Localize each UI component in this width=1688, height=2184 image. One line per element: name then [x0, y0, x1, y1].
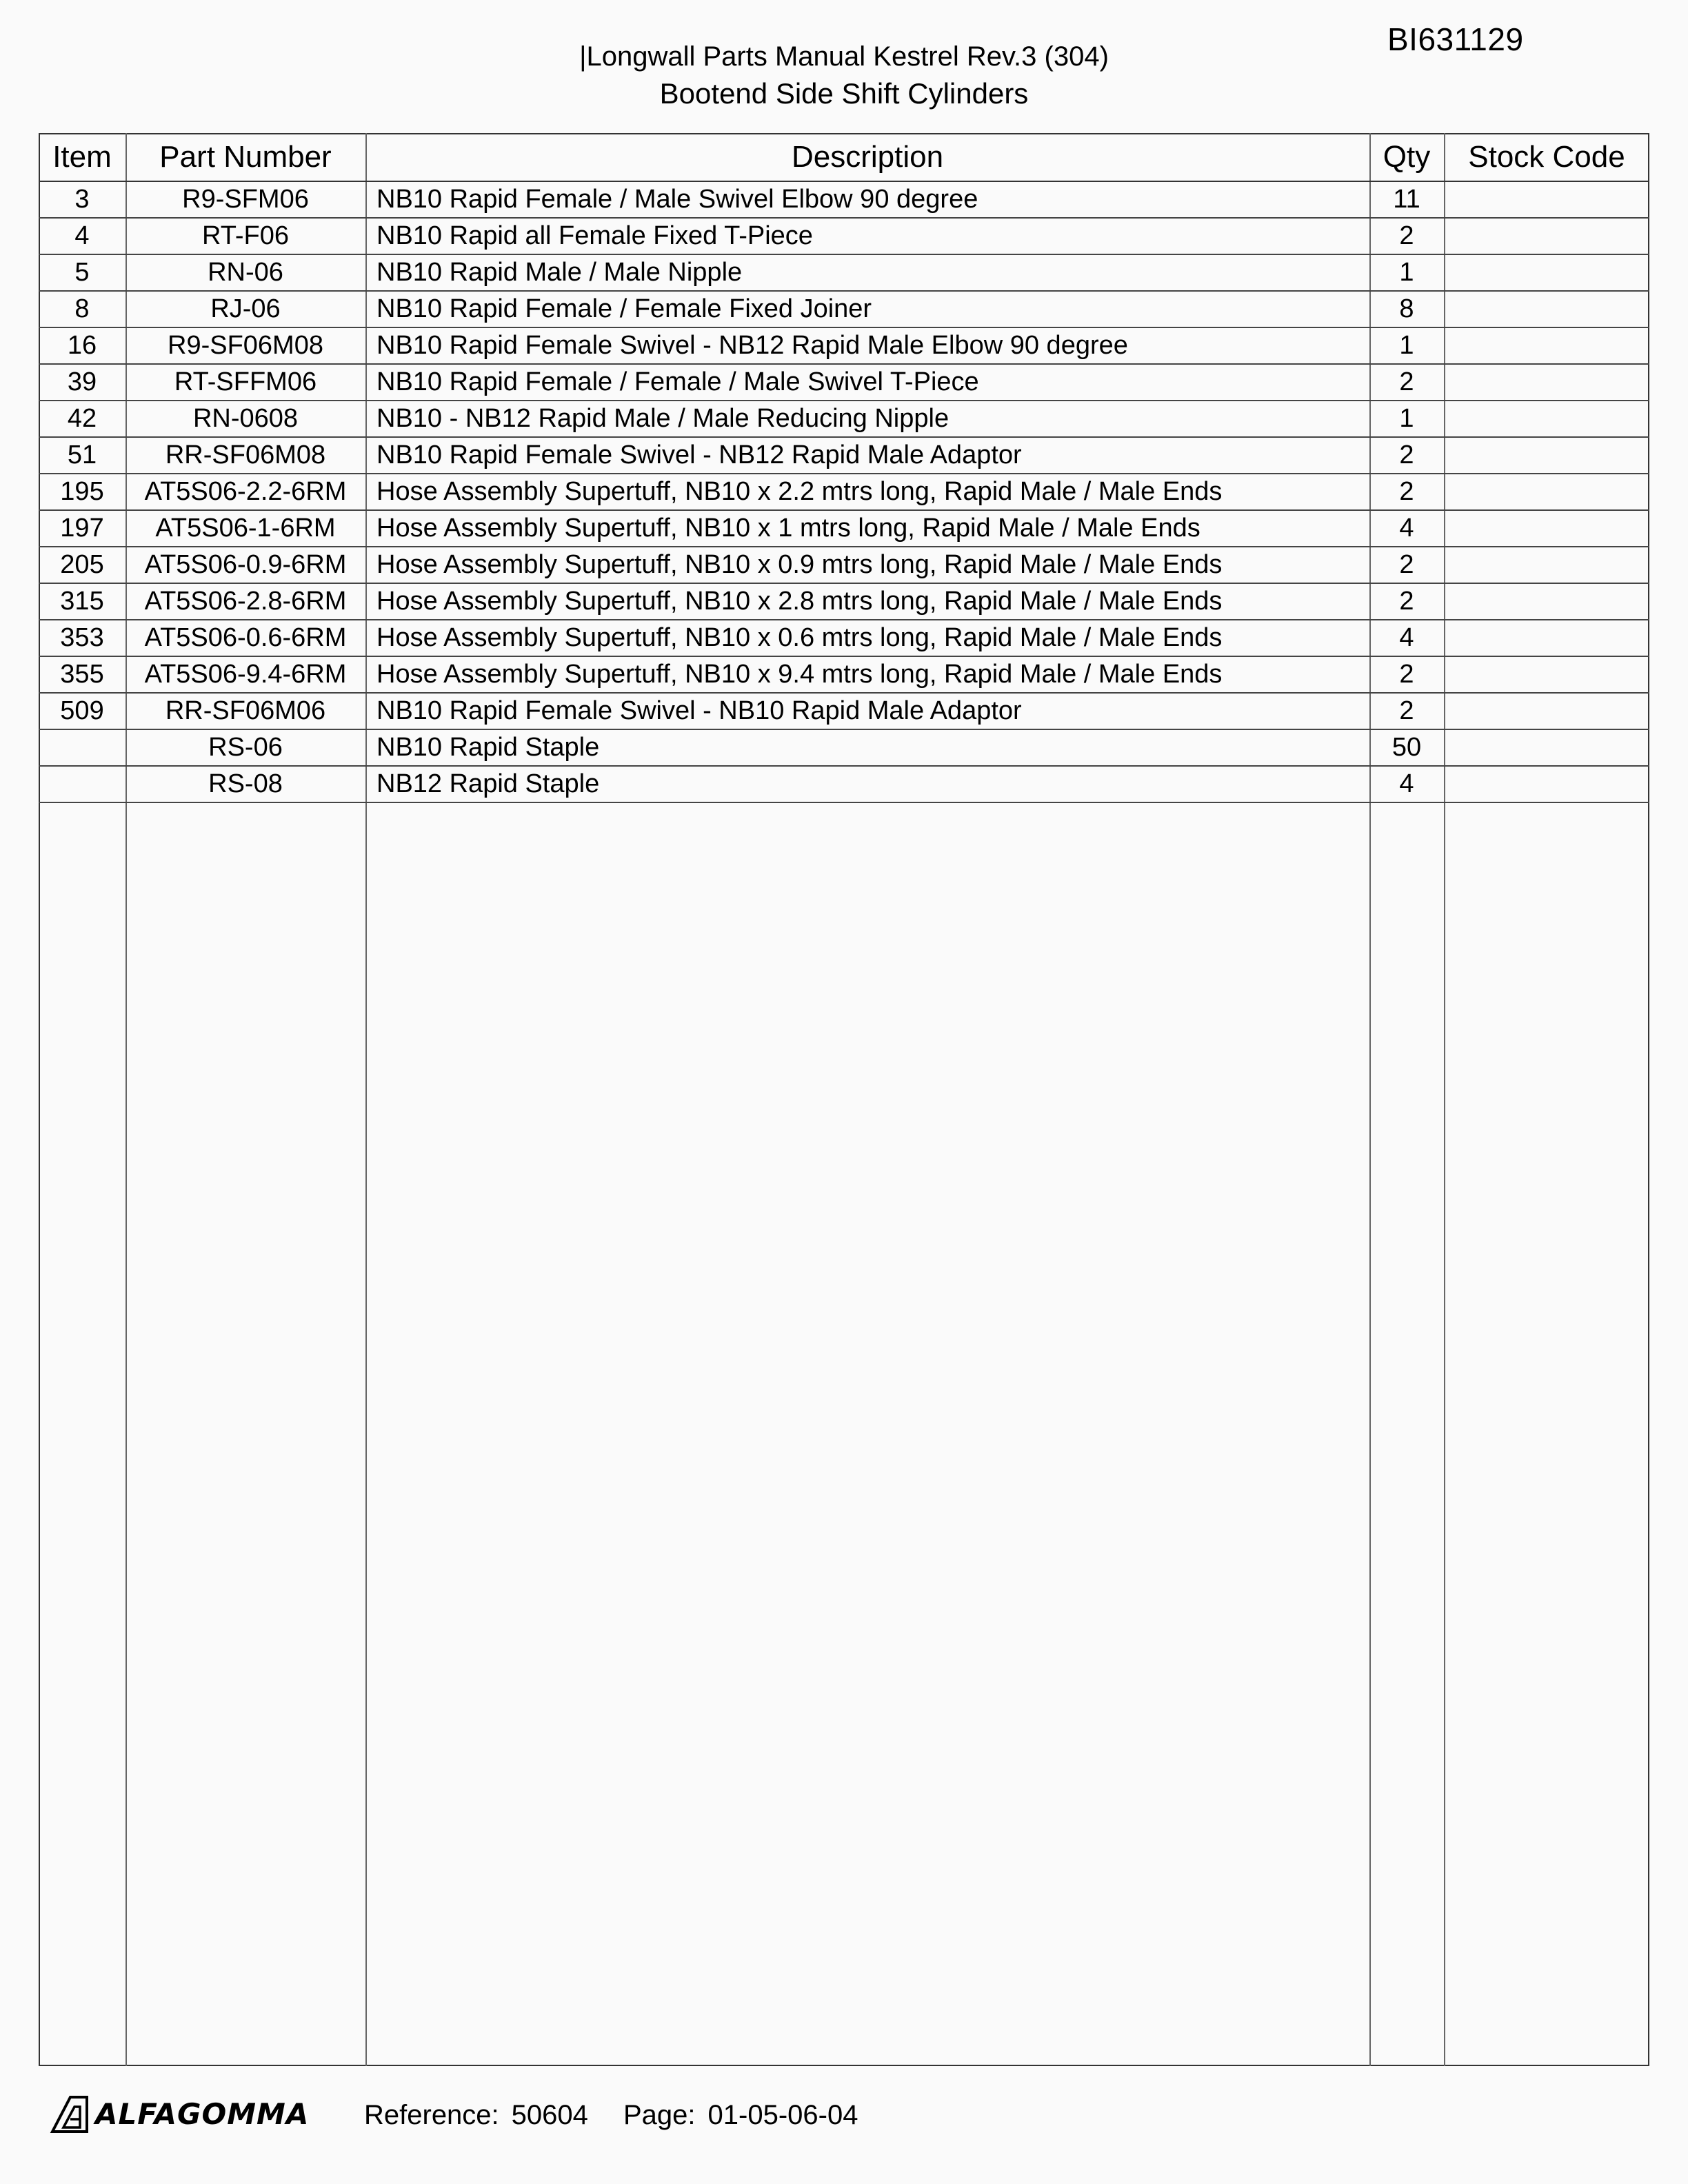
- alfagomma-logo: [50, 2093, 309, 2134]
- cell-qty: 1: [1369, 327, 1444, 364]
- cell-qty: 11: [1369, 181, 1444, 218]
- cell-item: 5: [39, 254, 125, 291]
- column-header-item: Item: [39, 133, 125, 181]
- cell-part-number: RR-SF06M06: [125, 693, 365, 729]
- page-value: 01-05-06-04: [707, 2100, 858, 2130]
- cell-item: 16: [39, 327, 125, 364]
- cell-qty: 2: [1369, 364, 1444, 401]
- cell-part-number: RT-F06: [125, 218, 365, 254]
- table-row: [39, 620, 1649, 656]
- cell-stock-code: [1444, 181, 1649, 218]
- cell-item: 3: [39, 181, 125, 218]
- cell-stock-code: [1444, 656, 1649, 693]
- cell-item: 42: [39, 401, 125, 437]
- cell-item: [39, 766, 125, 802]
- cell-stock-code: [1444, 510, 1649, 547]
- cell-qty: 2: [1369, 656, 1444, 693]
- page-number: [623, 2100, 858, 2131]
- cell-qty: 2: [1369, 437, 1444, 474]
- cell-part-number: AT5S06-2.2-6RM: [125, 474, 365, 510]
- cell-stock-code: [1444, 401, 1649, 437]
- cell-part-number: AT5S06-0.6-6RM: [125, 620, 365, 656]
- cell-description: NB10 Rapid Female / Female / Male Swivel T-Piece: [365, 364, 1369, 401]
- cell-item: 197: [39, 510, 125, 547]
- table-row: [39, 729, 1649, 766]
- cell-description: NB10 - NB12 Rapid Male / Male Reducing Nipple: [365, 401, 1369, 437]
- cell-part-number: RR-SF06M08: [125, 437, 365, 474]
- cell-description: NB10 Rapid Female Swivel - NB12 Rapid Male Elbow 90 degree: [365, 327, 1369, 364]
- cell-item: 195: [39, 474, 125, 510]
- cell-description: NB10 Rapid Female / Male Swivel Elbow 90 degree: [365, 181, 1369, 218]
- cell-part-number: AT5S06-2.8-6RM: [125, 583, 365, 620]
- cell-item: 315: [39, 583, 125, 620]
- cell-stock-code: [1444, 693, 1649, 729]
- cell-item: 355: [39, 656, 125, 693]
- cell-stock-code: [1444, 364, 1649, 401]
- cell-stock-code: [1444, 620, 1649, 656]
- cell-qty: 8: [1369, 291, 1444, 327]
- cell-item: 4: [39, 218, 125, 254]
- table-row: [39, 364, 1649, 401]
- cell-qty: 50: [1369, 729, 1444, 766]
- table-row: [39, 766, 1649, 802]
- cell-qty: 2: [1369, 218, 1444, 254]
- cell-item: 205: [39, 547, 125, 583]
- document-id: BI631129: [1387, 21, 1524, 57]
- cell-description: Hose Assembly Supertuff, NB10 x 9.4 mtrs long, Rapid Male / Male Ends: [365, 656, 1369, 693]
- cell-qty: 2: [1369, 474, 1444, 510]
- cell-part-number: AT5S06-0.9-6RM: [125, 547, 365, 583]
- cell-item: 39: [39, 364, 125, 401]
- cell-stock-code: [1444, 766, 1649, 802]
- table-row: [39, 656, 1649, 693]
- cell-stock-code: [1444, 729, 1649, 766]
- column-header-stock-code: Stock Code: [1444, 133, 1649, 181]
- cell-description: NB10 Rapid all Female Fixed T-Piece: [365, 218, 1369, 254]
- table-row: [39, 510, 1649, 547]
- table-row: [39, 218, 1649, 254]
- cell-part-number: RJ-06: [125, 291, 365, 327]
- cell-qty: 4: [1369, 766, 1444, 802]
- cell-description: Hose Assembly Supertuff, NB10 x 2.2 mtrs long, Rapid Male / Male Ends: [365, 474, 1369, 510]
- manual-title: |Longwall Parts Manual Kestrel Rev.3 (304): [579, 41, 1109, 72]
- brand-name: ALFAGOMMA: [95, 2096, 310, 2131]
- page-label: Page:: [623, 2100, 696, 2130]
- table-row: [39, 437, 1649, 474]
- table-row: [39, 547, 1649, 583]
- table-row: [39, 401, 1649, 437]
- cell-qty: 2: [1369, 547, 1444, 583]
- cell-part-number: RS-08: [125, 766, 365, 802]
- cell-qty: 2: [1369, 583, 1444, 620]
- cell-qty: 1: [1369, 254, 1444, 291]
- cell-part-number: RS-06: [125, 729, 365, 766]
- cell-part-number: R9-SFM06: [125, 181, 365, 218]
- parts-table: [39, 133, 1649, 803]
- cell-description: Hose Assembly Supertuff, NB10 x 1 mtrs long, Rapid Male / Male Ends: [365, 510, 1369, 547]
- cell-qty: 1: [1369, 401, 1444, 437]
- cell-stock-code: [1444, 583, 1649, 620]
- table-row: [39, 291, 1649, 327]
- cell-item: 8: [39, 291, 125, 327]
- cell-item: 509: [39, 693, 125, 729]
- table-row: [39, 474, 1649, 510]
- alfagomma-logo-icon: [50, 2093, 90, 2134]
- cell-part-number: RN-06: [125, 254, 365, 291]
- reference: [364, 2100, 588, 2131]
- cell-description: Hose Assembly Supertuff, NB10 x 2.8 mtrs long, Rapid Male / Male Ends: [365, 583, 1369, 620]
- cell-description: Hose Assembly Supertuff, NB10 x 0.9 mtrs long, Rapid Male / Male Ends: [365, 547, 1369, 583]
- section-title: Bootend Side Shift Cylinders: [659, 77, 1029, 110]
- cell-stock-code: [1444, 218, 1649, 254]
- cell-description: NB10 Rapid Female Swivel - NB12 Rapid Male Adaptor: [365, 437, 1369, 474]
- cell-stock-code: [1444, 291, 1649, 327]
- cell-stock-code: [1444, 254, 1649, 291]
- cell-stock-code: [1444, 437, 1649, 474]
- table-row: [39, 181, 1649, 218]
- cell-qty: 4: [1369, 620, 1444, 656]
- cell-stock-code: [1444, 547, 1649, 583]
- column-header-qty: Qty: [1369, 133, 1444, 181]
- parts-table-body: [39, 181, 1649, 802]
- cell-item: 353: [39, 620, 125, 656]
- cell-item: 51: [39, 437, 125, 474]
- cell-item: [39, 729, 125, 766]
- column-header-part-number: Part Number: [125, 133, 365, 181]
- cell-stock-code: [1444, 474, 1649, 510]
- cell-qty: 4: [1369, 510, 1444, 547]
- cell-description: NB12 Rapid Staple: [365, 766, 1369, 802]
- reference-label: Reference:: [364, 2100, 499, 2130]
- cell-part-number: AT5S06-9.4-6RM: [125, 656, 365, 693]
- cell-description: NB10 Rapid Female Swivel - NB10 Rapid Male Adaptor: [365, 693, 1369, 729]
- cell-stock-code: [1444, 327, 1649, 364]
- cell-part-number: AT5S06-1-6RM: [125, 510, 365, 547]
- cell-part-number: RT-SFFM06: [125, 364, 365, 401]
- cell-description: NB10 Rapid Male / Male Nipple: [365, 254, 1369, 291]
- cell-qty: 2: [1369, 693, 1444, 729]
- cell-part-number: R9-SF06M08: [125, 327, 365, 364]
- cell-description: Hose Assembly Supertuff, NB10 x 0.6 mtrs long, Rapid Male / Male Ends: [365, 620, 1369, 656]
- table-row: [39, 254, 1649, 291]
- cell-description: NB10 Rapid Staple: [365, 729, 1369, 766]
- cell-description: NB10 Rapid Female / Female Fixed Joiner: [365, 291, 1369, 327]
- table-row: [39, 327, 1649, 364]
- table-row: [39, 693, 1649, 729]
- column-header-description: Description: [365, 133, 1369, 181]
- reference-value: 50604: [511, 2100, 588, 2130]
- table-header-row: [39, 133, 1649, 181]
- cell-part-number: RN-0608: [125, 401, 365, 437]
- table-row: [39, 583, 1649, 620]
